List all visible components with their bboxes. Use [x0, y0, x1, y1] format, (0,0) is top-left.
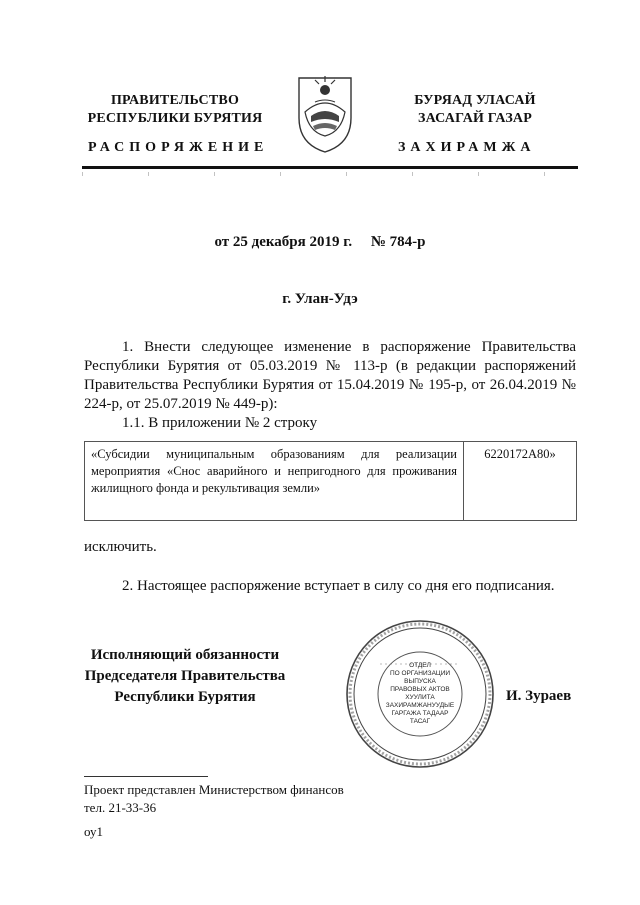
footer-line1: Проект представлен Министерством финансов [84, 782, 344, 797]
stamp-line: ГАРГАЖА ТАДААР [391, 710, 449, 717]
stamp-line: ПРАВОВЫХ АКТОВ [390, 686, 450, 693]
table-cell-code: 6220172A80» [464, 442, 577, 521]
stamp-line: ХУУЛИТА [405, 694, 435, 701]
header-left-line2: РЕСПУБЛИКИ БУРЯТИЯ [87, 111, 263, 126]
stamp-line: ПО ОРГАНИЗАЦИИ [389, 670, 451, 677]
signatory-title-line3: Республики Бурятия [114, 689, 256, 705]
header-right [380, 92, 570, 128]
stamp-line: ТАСАГ [409, 718, 431, 725]
exclude-text: исключить. [84, 539, 157, 555]
table-cell-description: «Субсидии муниципальным образованиям для реализации мероприятия «Снос аварийного и непригодного для проживания жилищного фонда и рекультивация земли» [85, 442, 464, 521]
footer-code: оу1 [84, 824, 104, 839]
header-left-line1: ПРАВИТЕЛЬСТВО [110, 93, 240, 108]
header-right-line1: БУРЯАД УЛАСАЙ [414, 93, 536, 108]
city: г. Улан-Удэ [282, 291, 358, 307]
stamp-line: ОТДЕЛ [409, 662, 431, 669]
footer-note [84, 781, 344, 841]
footer-divider [84, 776, 208, 777]
coat-of-arms-icon [293, 72, 357, 156]
stamp-line: ВЫПУСКА [404, 678, 436, 685]
signatory-name: И. Зураев [506, 688, 572, 704]
footer-line2: тел. 21-33-36 [84, 800, 157, 815]
paragraph-1-1: 1.1. В приложении № 2 строку [122, 415, 318, 431]
table-row [85, 442, 577, 521]
signatory-title-line1: Исполняющий обязанности [90, 647, 280, 663]
stamp-inner-text [378, 662, 462, 726]
header-dotted-line [82, 172, 578, 176]
header-left [80, 92, 270, 128]
doc-type-left: РАСПОРЯЖЕНИЕ [88, 140, 269, 155]
doc-type-right: ЗАХИРАМЖА [398, 140, 536, 155]
stamp-line: ЗАХИРАМЖАНУУДЫЕ [385, 702, 455, 709]
signatory-title-line2: Председателя Правительства [84, 668, 286, 684]
header-divider [82, 166, 578, 169]
official-stamp [344, 618, 496, 770]
signatory-title [70, 645, 300, 708]
paragraph-2: 2. Настоящее распоряжение вступает в силу со дня его подписания. [122, 578, 555, 594]
paragraph-1: 1. Внести следующее изменение в распоряжение Правительства Республики Бурятия от 05.03.2019 № 113-р (в редакции распоряжений Правительства Республики Бурятия от 15.04.2019 № 195-р, от 26.04.2019 № 224-р, от 25.07.2019 № 449-р): [84, 339, 576, 412]
excluded-row-table [84, 441, 577, 521]
header-right-line2: ЗАСАГАЙ ГАЗАР [417, 111, 532, 126]
date-number: от 25 декабря 2019 г. № 784-р [214, 234, 426, 250]
